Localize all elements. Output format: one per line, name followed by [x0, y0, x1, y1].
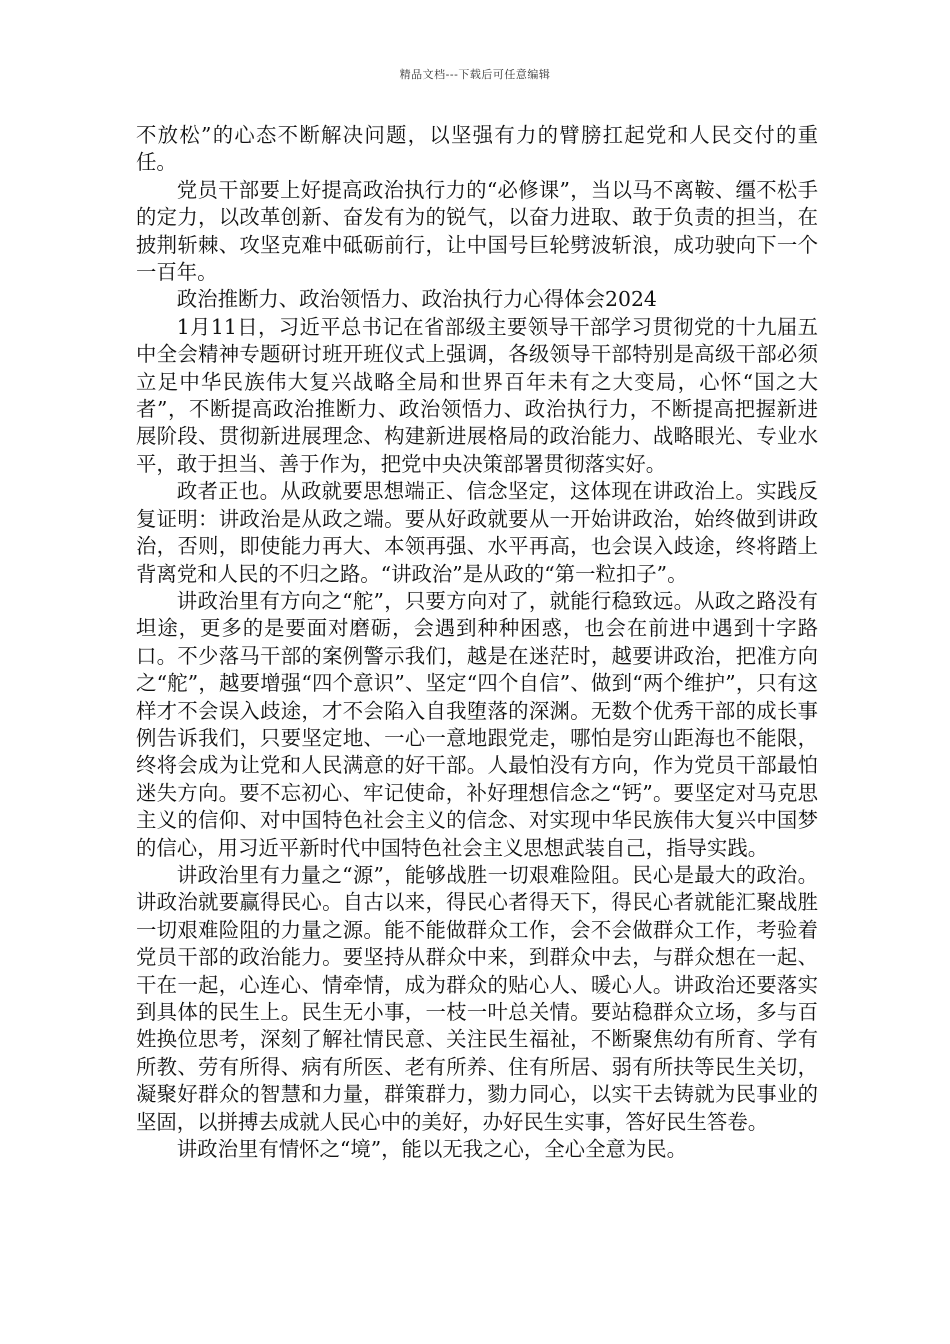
document-body — [136, 122, 818, 1163]
page-header-note: 精品文档---下载后可任意编辑 — [399, 68, 551, 81]
paragraph: 1月11日，习近平总书记在省部级主要领导干部学习贯彻党的十九届五中全会精神专题研讨班开班仪式上强调，各级领导干部特别是高级干部必须立足中华民族伟大复兴战略全局和世界百年未有之大变局，心怀“国之大者”，不断提高政治推断力、政治领悟力、政治执行力，不断提高把握新进展阶段、贯彻新进展理念、构建新进展格局的政治能力、战略眼光、专业水平，敢于担当、善于作为，把党中央决策部署贯彻落实好。 — [136, 314, 818, 476]
paragraph: 讲政治里有情怀之“境”，能以无我之心，全心全意为民。 — [176, 1137, 688, 1162]
paragraph: 讲政治里有方向之“舵”，只要方向对了，就能行稳致远。从政之路没有坦途，更多的是要面对磨砺，会遇到种种困惑，也会在前进中遇到十字路口。不少落马干部的案例警示我们，越是在迷茫时，越要讲政治，把准方向之“舵”，越要增强“四个意识”、坚定“四个自信”、做到“两个维护”，只有这样才不会误入歧途，才不会陷入自我堕落的深渊。无数个优秀干部的成长事例告诉我们，只要坚定地、一心一意地跟党走，哪怕是穷山距海也不能限，终将会成为让党和人民满意的好干部。人最怕没有方向，作为党员干部最怕迷失方向。要不忘初心、牢记使命，补好理想信念之“钙”。要坚定对马克思主义的信仰、对中国特色社会主义的信念、对实现中华民族伟大复兴中国梦的信心，用习近平新时代中国特色社会主义思想武装自己，指导实践。 — [136, 588, 818, 860]
paragraph-continuation: 不放松”的心态不断解决问题，以坚强有力的臂膀扛起党和人民交付的重任。 — [136, 123, 818, 175]
paragraph: 政者正也。从政就要思想端正、信念坚定，这体现在讲政治上。实践反复证明：讲政治是从政之端。要从好政就要从一开始讲政治，始终做到讲政治，否则，即使能力再大、本领再强、水平再高，也会误入歧途，终将踏上背离党和人民的不归之路。“讲政治”是从政的“第一粒扣子”。 — [136, 479, 818, 586]
section-title: 政治推断力、政治领悟力、政治执行力心得体会2024 — [176, 287, 657, 312]
paragraph: 讲政治里有力量之“源”，能够战胜一切艰难险阻。民心是最大的政治。讲政治就要赢得民心。自古以来，得民心者得天下，得民心者就能汇聚战胜一切艰难险阻的力量之源。能不能做群众工作，会不会做群众工作，考验着党员干部的政治能力。要坚持从群众中来，到群众中去，与群众想在一起、干在一起，心连心、情牵情，成为群众的贴心人、暖心人。讲政治还要落实到具体的民生上。民生无小事，一枝一叶总关情。要站稳群众立场，多与百姓换位思考，深刻了解社情民意、关注民生福祉，不断聚焦幼有所育、学有所教、劳有所得、病有所医、老有所养、住有所居、弱有所扶等民生关切，凝聚好群众的智慧和力量，群策群力，勠力同心，以实干去铸就为民事业的坚固，以拼搏去成就人民心中的美好，办好民生实事，答好民生答卷。 — [136, 862, 818, 1134]
paragraph: 党员干部要上好提高政治执行力的“必修课”，当以马不离鞍、缰不松手的定力，以改革创新、奋发有为的锐气，以奋力进取、敢于负责的担当，在披荆斩棘、攻坚克难中砥砺前行，让中国号巨轮劈波斩浪，成功驶向下一个一百年。 — [136, 177, 818, 285]
